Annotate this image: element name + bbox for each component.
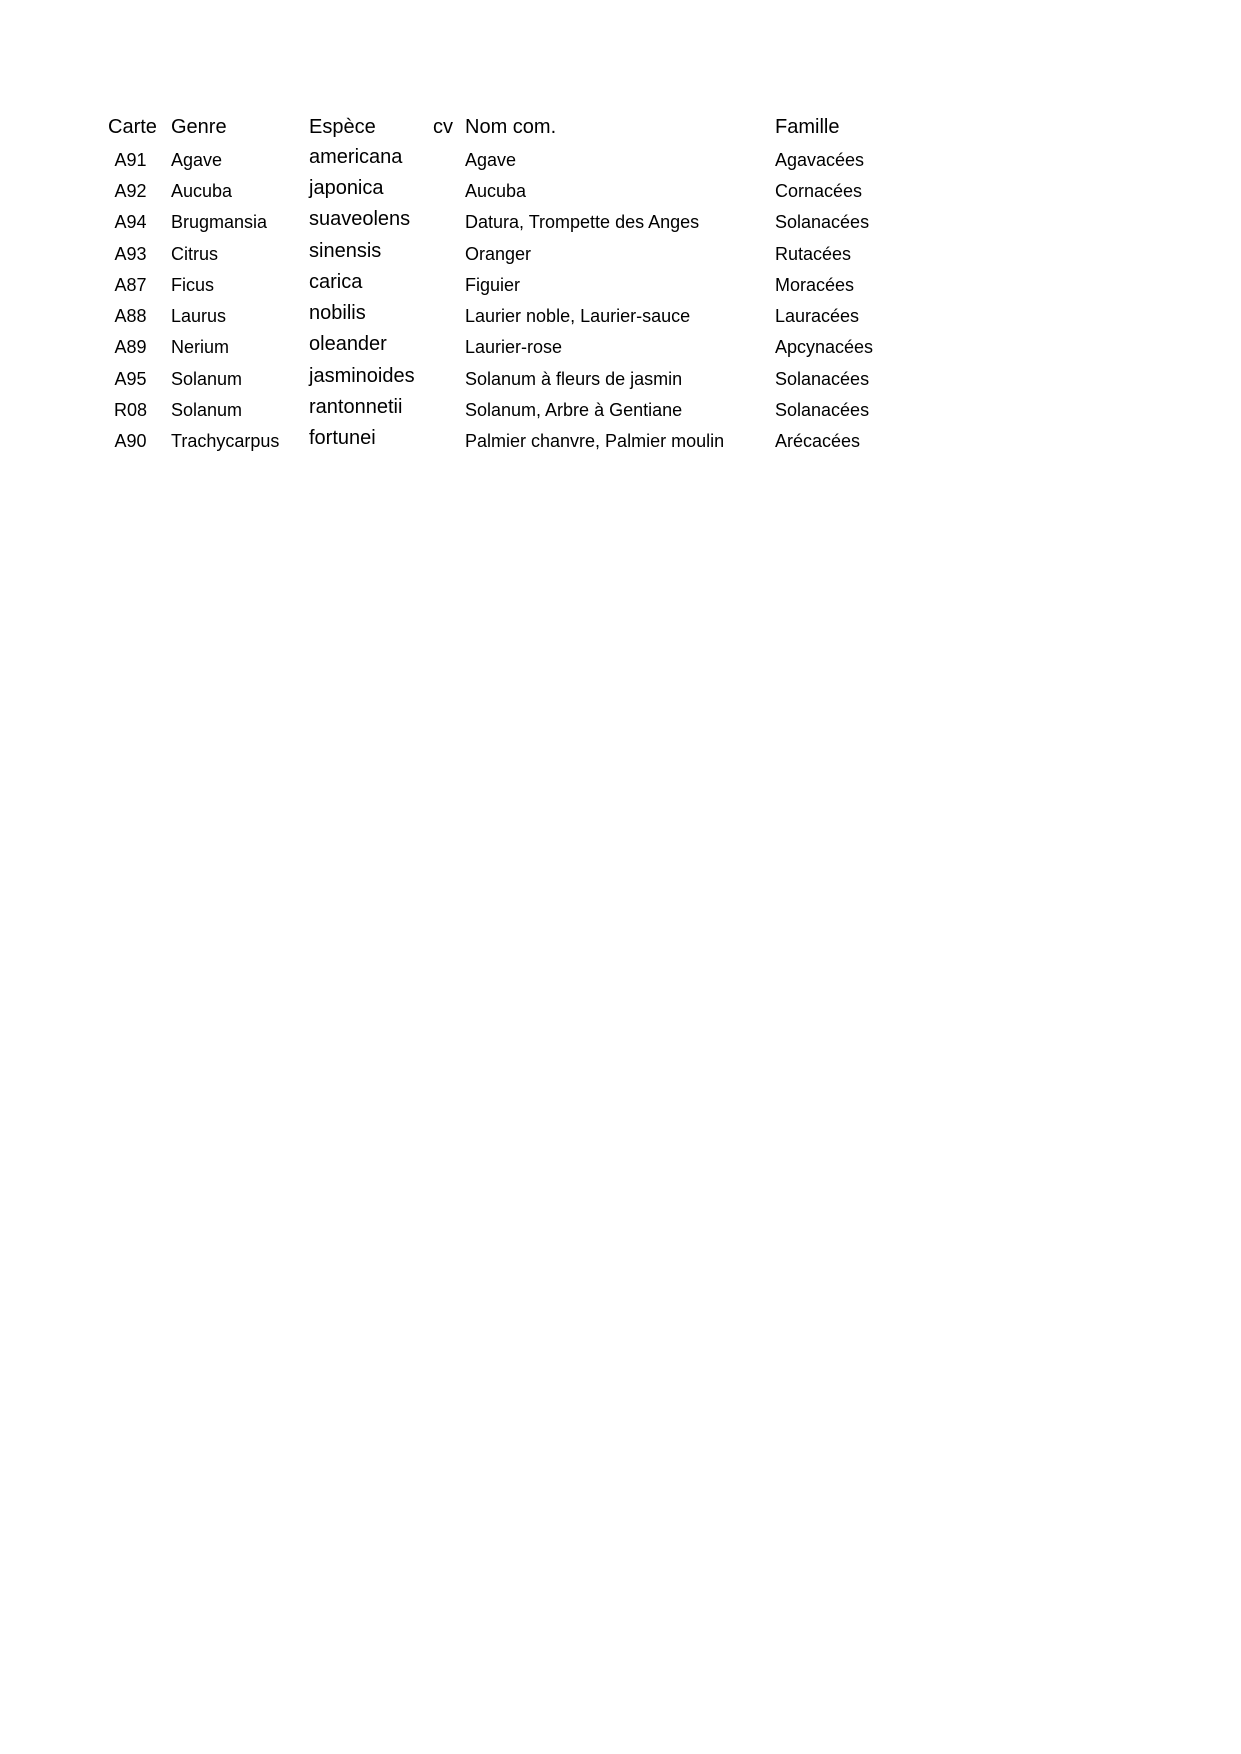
table-row <box>0 331 1241 362</box>
cell-famille: Moracées <box>775 275 855 295</box>
cell-genre: Trachycarpus <box>171 431 280 451</box>
cell-carte: R08 <box>113 400 148 420</box>
cell-famille: Solanacées <box>775 400 870 420</box>
cell-espece: rantonnetii <box>309 396 403 418</box>
table-row <box>0 425 1241 456</box>
cell-famille: Solanacées <box>775 369 870 389</box>
table-row <box>0 394 1241 425</box>
cell-famille: Cornacées <box>775 181 863 201</box>
cell-famille: Apcynacées <box>775 337 874 357</box>
cell-genre: Solanum <box>171 400 243 420</box>
cell-nom: Laurier-rose <box>465 337 563 357</box>
header-genre: Genre <box>171 116 227 138</box>
cell-espece: jasminoides <box>309 365 415 387</box>
header-cv: cv <box>433 116 453 138</box>
table-row <box>0 206 1241 237</box>
cell-carte: A88 <box>114 306 147 326</box>
cell-carte: A94 <box>114 212 147 232</box>
table-row <box>0 363 1241 394</box>
cell-espece: sinensis <box>309 240 382 262</box>
cell-famille: Rutacées <box>775 244 852 264</box>
cell-carte: A92 <box>114 181 147 201</box>
header-famille: Famille <box>775 116 840 138</box>
table-header-row <box>0 112 1241 143</box>
cell-genre: Laurus <box>171 306 227 326</box>
header-nom: Nom com. <box>465 116 557 138</box>
cell-espece: oleander <box>309 333 387 355</box>
cell-carte: A91 <box>114 150 147 170</box>
table-row <box>0 269 1241 300</box>
cell-carte: A95 <box>114 369 147 389</box>
cell-nom: Datura, Trompette des Anges <box>465 212 700 232</box>
cell-carte: A90 <box>114 431 147 451</box>
cell-nom: Solanum, Arbre à Gentiane <box>465 400 683 420</box>
cell-genre: Citrus <box>171 244 219 264</box>
cell-famille: Arécacées <box>775 431 861 451</box>
cell-genre: Aucuba <box>171 181 233 201</box>
cell-carte: A93 <box>114 244 147 264</box>
cell-espece: carica <box>309 271 363 293</box>
cell-nom: Aucuba <box>465 181 527 201</box>
table-row <box>0 175 1241 206</box>
cell-genre: Solanum <box>171 369 243 389</box>
cell-nom: Agave <box>465 150 517 170</box>
cell-famille: Agavacées <box>775 150 865 170</box>
cell-carte: A87 <box>114 275 147 295</box>
cell-nom: Laurier noble, Laurier-sauce <box>465 306 691 326</box>
cell-nom: Palmier chanvre, Palmier moulin <box>465 431 725 451</box>
cell-espece: suaveolens <box>309 208 411 230</box>
table-row <box>0 144 1241 175</box>
cell-nom: Oranger <box>465 244 532 264</box>
cell-genre: Nerium <box>171 337 230 357</box>
cell-espece: americana <box>309 146 403 168</box>
cell-nom: Solanum à fleurs de jasmin <box>465 369 683 389</box>
table-row <box>0 238 1241 269</box>
cell-espece: nobilis <box>309 302 366 324</box>
header-carte: Carte <box>108 116 157 138</box>
header-espece: Espèce <box>309 116 376 138</box>
cell-espece: fortunei <box>309 427 376 449</box>
cell-genre: Agave <box>171 150 223 170</box>
table-row <box>0 300 1241 331</box>
cell-carte: A89 <box>114 337 147 357</box>
cell-genre: Ficus <box>171 275 215 295</box>
cell-nom: Figuier <box>465 275 521 295</box>
cell-famille: Solanacées <box>775 212 870 232</box>
cell-espece: japonica <box>309 177 384 199</box>
cell-famille: Lauracées <box>775 306 860 326</box>
cell-genre: Brugmansia <box>171 212 268 232</box>
